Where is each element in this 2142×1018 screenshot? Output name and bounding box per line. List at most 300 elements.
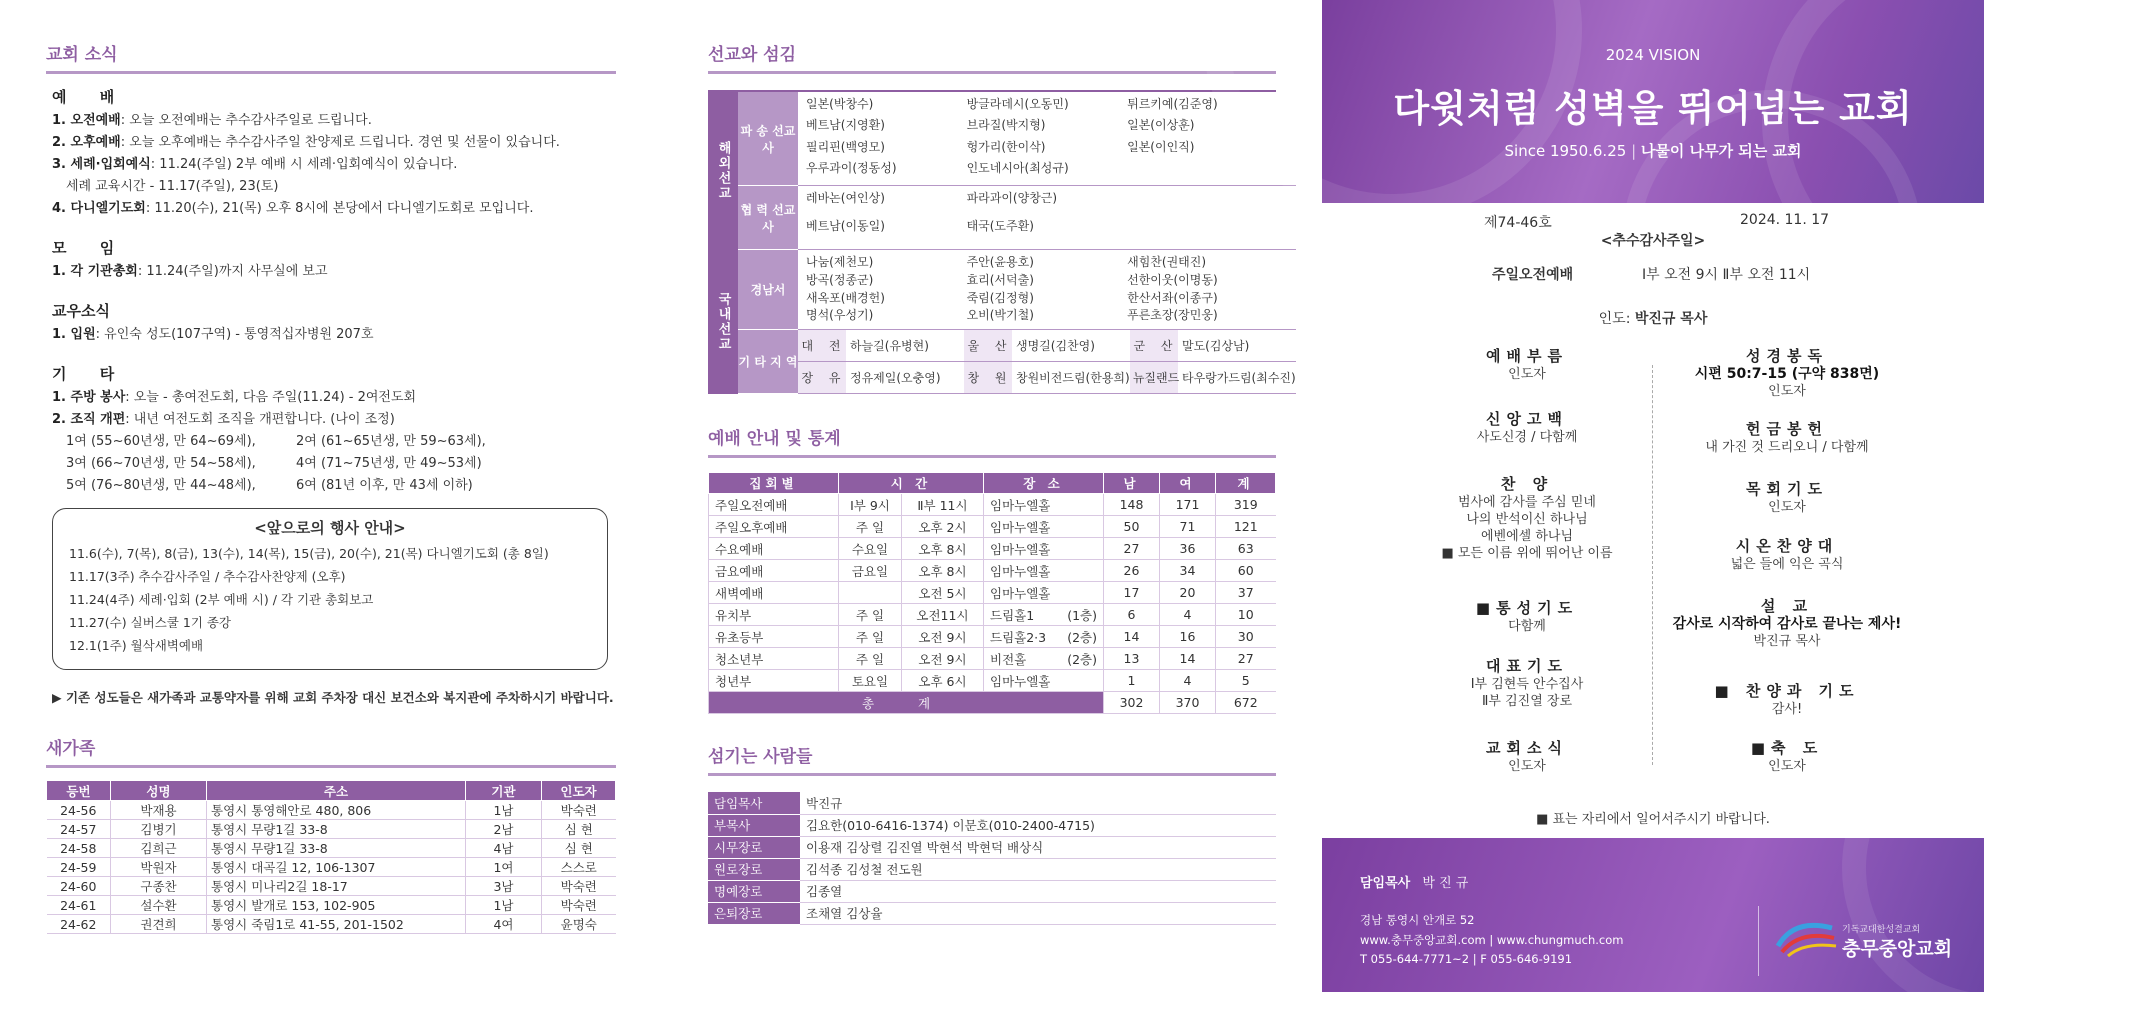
table-cell: 30 [1216, 626, 1276, 648]
table-row [709, 626, 1276, 648]
service-label: 주일오전예배 [1492, 267, 1574, 283]
table-cell: 36 [1160, 538, 1216, 560]
upcoming-events-box [52, 508, 608, 670]
vision-motto: 다윗처럼 성벽을 뛰어넘는 교회 [1393, 87, 1913, 130]
total-female: 370 [1160, 692, 1216, 714]
table-cell: 오전11시 [901, 604, 983, 626]
table-cell: 통영시 무량1길 33-8 [207, 839, 466, 858]
order-item-title: ■ 찬양과 기도 [1714, 682, 1860, 700]
table-row [47, 915, 616, 934]
order-item [1662, 418, 1912, 456]
vision-since: Since 1950.6.25 | 나물이 나무가 되는 교회 [1504, 142, 1802, 160]
order-item-title: 찬 양 [1500, 475, 1554, 493]
mission-cell: 베트남(지영환) [806, 118, 885, 133]
table-cell: 319 [1216, 494, 1276, 516]
table-cell: 김병기 [111, 820, 207, 839]
order-item-title: 예배부름 [1486, 347, 1568, 365]
issue-date: 2024. 11. 17 [1740, 212, 1830, 228]
other-region-row [798, 362, 1296, 394]
event-item: 11.24(4주) 세례·입회 (2부 예배 시) / 각 기관 총회보고 [69, 592, 374, 607]
role-names: 조채열 김상율 [800, 902, 1276, 924]
order-item-title: 헌금봉헌 [1746, 420, 1828, 438]
etc-subtitle: 기 타 [52, 365, 129, 383]
mission-cell: 새힘찬(권태진) [1127, 255, 1207, 269]
table-cell: 통영시 무량1길 33-8 [207, 820, 466, 839]
region-church: 창원비전드림(한용희) [1016, 371, 1130, 385]
order-item-detail: 인도자 [1768, 759, 1806, 774]
partner-list [798, 186, 1296, 250]
worship-item-2: 2. 오후예배: 오늘 오후예배는 추수감사주일 찬양제로 드립니다. 경연 및 선물이 있습니다. [52, 135, 560, 150]
table-row [708, 880, 1276, 902]
table-cell: 20 [1160, 582, 1216, 604]
table-cell: 121 [1216, 516, 1276, 538]
role-names: 박진규 [800, 792, 1276, 814]
order-item-detail: 에벤에셀 하나님 [1480, 529, 1574, 544]
group-row-2: 3여 (66~70년생, 만 54~58세), 4여 (71~75년생, 만 49~53세) [66, 456, 482, 471]
table-cell: 오전 9시 [901, 648, 983, 670]
order-item [1402, 655, 1652, 710]
mission-cell: 베트남(이동일) [806, 218, 885, 233]
mission-cell: 푸른초장(장민웅) [1127, 308, 1218, 323]
mission-cell: 일본(박창수) [806, 97, 874, 111]
table-cell: 임마누엘홀 [984, 670, 1104, 692]
table-cell: 박숙련 [542, 877, 616, 896]
mission-cell: 효리(서덕출) [966, 272, 1034, 287]
role-label: 시무장로 [708, 836, 800, 858]
table-cell: 1남 [466, 896, 542, 915]
table-row [709, 604, 1276, 626]
domestic-label: 국내선교 [708, 250, 738, 394]
table-cell: 윤명숙 [542, 915, 616, 934]
table-cell: 청소년부 [709, 648, 839, 670]
role-label: 은퇴장로 [708, 902, 800, 924]
col-header: 인도자 [542, 781, 616, 801]
mission-cell: 방곡(정종군) [806, 272, 874, 287]
table-cell: 148 [1104, 494, 1160, 516]
event-item: 11.17(3주) 추수감사주일 / 추수감사찬양제 (오후) [69, 569, 346, 584]
table-cell: 6 [1104, 604, 1160, 626]
table-cell: 유치부 [709, 604, 839, 626]
church-footer [1322, 838, 1984, 992]
issue-number: 제74-46호 [1484, 215, 1552, 231]
vision-year: 2024 VISION [1605, 46, 1701, 64]
table-cell: 5 [1216, 670, 1276, 692]
divider [1652, 365, 1653, 765]
table-cell: 2남 [466, 820, 542, 839]
table-cell: 60 [1216, 560, 1276, 582]
order-item-detail: Ⅰ부 김현득 안수집사 [1470, 677, 1584, 692]
mission-cell: 태국(도주환) [966, 218, 1034, 233]
mission-cell: 죽림(김정형) [966, 290, 1034, 305]
table-row [709, 670, 1276, 692]
order-item-detail: 인도자 [1768, 500, 1806, 515]
order-item-detail: 범사에 감사를 주심 믿네 [1458, 495, 1596, 510]
order-item-detail: 감사! [1771, 702, 1803, 717]
order-item-title: 설 교 [1760, 597, 1814, 615]
table-row [709, 516, 1276, 538]
col-header: 계 [1216, 473, 1276, 494]
table-cell: 13 [1104, 648, 1160, 670]
table-cell: 임마누엘홀 [984, 582, 1104, 604]
mission-cell: 튀르키예(김준영) [1127, 97, 1218, 111]
mission-cell [1127, 190, 1288, 218]
mission-cell: 방글라데시(오동민) [966, 97, 1069, 111]
mission-table [708, 90, 1296, 394]
table-cell: 1 [1104, 670, 1160, 692]
region-church: 생명길(김찬영) [1016, 339, 1095, 353]
col-header: 여 [1160, 473, 1216, 494]
stats-table [708, 472, 1276, 714]
table-cell: 오후 8시 [901, 560, 983, 582]
table-cell: 수요예배 [709, 538, 839, 560]
mission-cell: 선한이웃(이명동) [1127, 272, 1218, 287]
table-cell: 24-60 [47, 877, 111, 896]
church-news-column [46, 40, 616, 934]
meeting-item: 1. 각 기관총회: 11.24(주일)까지 사무실에 보고 [52, 264, 328, 279]
table-cell: 14 [1104, 626, 1160, 648]
servants-title: 섬기는 사람들 [708, 742, 1276, 776]
table-row [47, 877, 616, 896]
order-item [1402, 473, 1652, 562]
col-header: 기관 [466, 781, 542, 801]
table-row [709, 648, 1276, 670]
order-item-title: ■축 도 [1750, 739, 1824, 757]
table-cell: 24-58 [47, 839, 111, 858]
table-cell: 비전홀 (2층) [984, 648, 1104, 670]
order-item-detail: 인도자 [1508, 367, 1546, 382]
region-church: 하늘길(유병현) [850, 339, 929, 353]
etc-item-2: 2. 조직 개편: 내년 여전도회 조직을 개편합니다. (나이 조정) [52, 412, 395, 427]
table-cell: 오후 2시 [901, 516, 983, 538]
stats-title: 예배 안내 및 통계 [708, 424, 1276, 458]
table-row [47, 820, 616, 839]
order-item [1662, 478, 1912, 516]
order-item-detail: 인도자 [1768, 384, 1806, 399]
church-name: 충무중앙교회 [1842, 938, 1953, 960]
table-cell: 24-57 [47, 820, 111, 839]
table-cell: 오전 9시 [901, 626, 983, 648]
mission-cell [1127, 218, 1288, 246]
worship-subtitle: 예 배 [52, 88, 129, 106]
table-cell: 통영시 발개로 153, 102-905 [207, 896, 466, 915]
event-item: 11.27(수) 실버스쿨 1기 종강 [69, 615, 232, 630]
table-cell: 24-62 [47, 915, 111, 934]
table-cell: 37 [1216, 582, 1276, 604]
address: 경남 통영시 안개로 52 [1360, 913, 1475, 927]
table-cell: 임마누엘홀 [984, 516, 1104, 538]
total-male: 302 [1104, 692, 1160, 714]
table-cell: 드림홀2·3 (2층) [984, 626, 1104, 648]
table-cell: 171 [1160, 494, 1216, 516]
table-cell: 50 [1104, 516, 1160, 538]
table-cell: 통영시 죽림1로 41-55, 201-1502 [207, 915, 466, 934]
order-item-detail: 감사로 시작하여 감사로 끝나는 제사! [1672, 616, 1902, 632]
order-item [1402, 408, 1652, 446]
table-cell: 34 [1160, 560, 1216, 582]
group-row-3: 5여 (76~80년생, 만 44~48세), 6여 (81년 이후, 만 43세 이하) [66, 478, 473, 493]
gyeongnam-list [798, 250, 1296, 330]
table-cell: 16 [1160, 626, 1216, 648]
table-cell: 주 일 [839, 604, 902, 626]
worship-item-3: 3. 세례·입회예식: 11.24(주일) 2부 예배 시 세례·입회예식이 있습니다. [52, 157, 458, 172]
table-row [708, 836, 1276, 858]
col-header: 장 소 [984, 473, 1104, 494]
event-item: 11.6(수), 7(목), 8(금), 13(수), 14(목), 15(금), 20(수), 21(목) 다니엘기도회 (총 8일) [69, 546, 549, 561]
region-label: 군 산 [1130, 330, 1178, 361]
mission-cell: 브라질(박지형) [966, 118, 1046, 133]
church-logo [1774, 918, 1840, 962]
region-label: 장 유 [798, 362, 846, 393]
table-cell: 청년부 [709, 670, 839, 692]
order-item-detail: 다함께 [1508, 619, 1546, 634]
table-cell: 박숙련 [542, 801, 616, 820]
table-cell: 27 [1104, 538, 1160, 560]
role-names: 이용재 김상렬 김진열 박현석 박현덕 배상식 [800, 836, 1276, 858]
vision-banner [1322, 0, 1984, 203]
stand-note: ■ 표는 자리에서 일어서주시기 바랍니다. [1536, 812, 1770, 827]
members-subtitle: 교우소식 [52, 302, 110, 320]
table-cell: 3남 [466, 877, 542, 896]
region-church: 정유제일(오충영) [850, 371, 941, 385]
table-cell: 주일오전예배 [709, 494, 839, 516]
table-cell: Ⅱ부 11시 [901, 494, 983, 516]
table-cell: 임마누엘홀 [984, 494, 1104, 516]
table-cell: 심 현 [542, 820, 616, 839]
role-names: 김요한(010-6416-1374) 이문호(010-2400-4715) [800, 814, 1276, 836]
mission-cell: 일본(이인직) [1127, 139, 1195, 154]
table-cell: 26 [1104, 560, 1160, 582]
order-item [1662, 737, 1912, 775]
table-cell: 14 [1160, 648, 1216, 670]
order-item-title: 성경봉독 [1746, 347, 1828, 365]
mission-cell: 헝가리(한이삭) [966, 139, 1046, 154]
table-cell: 수요일 [839, 538, 902, 560]
order-item-detail: 나의 반석이신 하나님 [1466, 512, 1588, 527]
stats-total-row [709, 692, 1276, 714]
table-cell: 4 [1160, 670, 1216, 692]
role-label: 명예장로 [708, 880, 800, 902]
church-logo-icon [1774, 918, 1840, 958]
meeting-subtitle: 모 임 [52, 239, 129, 257]
bulletin-cover [1322, 0, 1984, 992]
gyeongnam-label: 경남서 [738, 250, 798, 330]
order-item [1662, 345, 1912, 400]
table-cell: 24-61 [47, 896, 111, 915]
table-cell: 주일오후예배 [709, 516, 839, 538]
total-sum: 672 [1216, 692, 1276, 714]
table-cell: 드림홀1 (1층) [984, 604, 1104, 626]
etc-item-1: 1. 주방 봉사: 오늘 - 총여전도회, 다음 주일(11.24) - 2여전도회 [52, 390, 417, 405]
order-item [1402, 597, 1652, 635]
table-cell: 토요일 [839, 670, 902, 692]
role-label: 원로장로 [708, 858, 800, 880]
table-row [47, 839, 616, 858]
mission-title: 선교와 섬김 [708, 40, 1276, 74]
table-cell: 71 [1160, 516, 1216, 538]
order-item-title: 목회기도 [1746, 480, 1828, 498]
table-cell: 주 일 [839, 626, 902, 648]
total-label: 총 계 [709, 692, 1104, 714]
mission-cell: 명석(우성기) [806, 308, 874, 323]
table-cell: 4남 [466, 839, 542, 858]
order-item-detail: 시편 50:7-15 (구약 838면) [1694, 366, 1880, 382]
table-cell: 주 일 [839, 648, 902, 670]
col-header: 등번 [47, 781, 111, 801]
sunday-name: <추수감사주일> [1600, 233, 1706, 249]
worship-item-1: 1. 오전예배: 오늘 오전예배는 추수감사주일로 드립니다. [52, 113, 372, 128]
members-item: 1. 입원: 유인숙 성도(107구역) - 통영적십자병원 207호 [52, 327, 374, 342]
order-item-detail: 넓은 들에 익은 곡식 [1730, 557, 1844, 572]
new-family-title: 새가족 [46, 734, 616, 768]
col-header: 주소 [207, 781, 466, 801]
table-cell: 1남 [466, 801, 542, 820]
table-row [708, 858, 1276, 880]
table-row [709, 494, 1276, 516]
other-region-row [798, 330, 1296, 362]
worship-item-3-detail: 세례 교육시간 - 11.17(주일), 23(토) [66, 179, 279, 194]
overseas-label: 해외선교 [708, 92, 738, 250]
table-cell: 임마누엘홀 [984, 538, 1104, 560]
table-cell: 24-59 [47, 858, 111, 877]
table-row [709, 538, 1276, 560]
other-region-label: 기 타 지 역 [738, 330, 798, 394]
table-cell: 설수환 [111, 896, 207, 915]
col-header: 성명 [111, 781, 207, 801]
leader-line: 인도: 박진규 목사 [1598, 311, 1708, 327]
worship-item-4: 4. 다니엘기도회: 11.20(수), 21(목) 오후 8시에 본당에서 다니엘기도회로 모입니다. [52, 201, 534, 216]
table-cell: 임마누엘홀 [984, 560, 1104, 582]
order-item [1662, 595, 1912, 650]
table-cell: 박숙련 [542, 896, 616, 915]
table-cell: 구종찬 [111, 877, 207, 896]
order-item-title: 신앙고백 [1486, 410, 1568, 428]
region-label: 대 전 [798, 330, 846, 361]
table-row [708, 902, 1276, 924]
table-cell: 오후 8시 [901, 538, 983, 560]
table-row [709, 582, 1276, 604]
table-cell: 박원자 [111, 858, 207, 877]
table-cell: 통영시 대곡길 12, 106-1307 [207, 858, 466, 877]
other-region-list [798, 330, 1296, 394]
mission-cell: 파라과이(양창근) [966, 191, 1058, 205]
partner-label: 협 력 선교사 [738, 186, 798, 250]
table-cell: 유초등부 [709, 626, 839, 648]
col-header: 집회별 [709, 473, 839, 494]
mission-cell: 우루과이(정동성) [806, 160, 897, 175]
servants-table [708, 792, 1276, 925]
table-cell: 심 현 [542, 839, 616, 858]
order-item [1402, 345, 1652, 383]
parking-notice: ▶ 기존 성도들은 새가족과 교통약자를 위해 교회 주차장 대신 보건소와 복지관에 주차하시기 바랍니다. [52, 690, 614, 705]
mission-cell: 인도네시아(최성규) [966, 160, 1069, 175]
table-cell: 오후 6시 [901, 670, 983, 692]
table-cell: 27 [1216, 648, 1276, 670]
table-cell: 금요예배 [709, 560, 839, 582]
mission-cell: 일본(이상훈) [1127, 118, 1195, 133]
church-news-title: 교회 소식 [46, 40, 616, 74]
table-cell: 오전 5시 [901, 582, 983, 604]
table-cell: 4 [1160, 604, 1216, 626]
order-item-detail: 내 가진 것 드리오니 / 다함께 [1705, 440, 1869, 455]
table-cell: 금요일 [839, 560, 902, 582]
mission-column [708, 40, 1296, 925]
denomination: 기독교대한성결교회 [1842, 925, 1921, 935]
table-cell: 박재용 [111, 801, 207, 820]
pastor-line: 담임목사 박 진 규 [1360, 876, 1469, 891]
table-cell [839, 582, 902, 604]
order-item-detail: 사도신경 / 다함께 [1476, 430, 1578, 445]
dispatched-label: 파 송 선교사 [738, 92, 798, 186]
order-item [1662, 680, 1912, 718]
table-row [47, 801, 616, 820]
order-item-detail: 박진규 목사 [1753, 634, 1821, 649]
mission-cell: 새옥포(배경헌) [806, 290, 885, 305]
role-label: 담임목사 [708, 792, 800, 814]
region-label: 창 원 [964, 362, 1012, 393]
col-header: 남 [1104, 473, 1160, 494]
order-item-title: 대표기도 [1486, 657, 1568, 675]
table-cell: 24-56 [47, 801, 111, 820]
col-header: 시 간 [839, 473, 984, 494]
order-item [1662, 535, 1912, 573]
order-item-title: 시온찬양대 [1735, 537, 1839, 555]
role-label: 부목사 [708, 814, 800, 836]
order-item-detail: ■ 모든 이름 위에 뛰어난 이름 [1441, 546, 1613, 561]
mission-cell: 나눔(제천모) [806, 255, 874, 269]
order-item-detail: Ⅱ부 김진열 장로 [1481, 694, 1572, 709]
table-cell: 통영시 통영해안로 480, 806 [207, 801, 466, 820]
table-cell: 김희근 [111, 839, 207, 858]
mission-cell: 주안(윤용호) [966, 255, 1034, 269]
order-item [1402, 737, 1652, 775]
region-label: 울 산 [964, 330, 1012, 361]
table-cell: 통영시 미나리2길 18-17 [207, 877, 466, 896]
table-cell: 63 [1216, 538, 1276, 560]
region-label: 뉴질랜드 [1130, 362, 1178, 393]
order-item-title: 교회소식 [1486, 739, 1568, 757]
table-cell: 스스로 [542, 858, 616, 877]
service-times: Ⅰ부 오전 9시 Ⅱ부 오전 11시 [1642, 267, 1811, 283]
mission-cell: 레바논(여인상) [806, 191, 885, 205]
table-row [709, 560, 1276, 582]
table-cell: 새벽예배 [709, 582, 839, 604]
table-row [47, 896, 616, 915]
footer-divider [1758, 906, 1759, 976]
group-row-1: 1여 (55~60년생, 만 64~69세), 2여 (61~65년생, 만 59~63세), [66, 434, 486, 449]
table-cell: 17 [1104, 582, 1160, 604]
table-cell: 권견희 [111, 915, 207, 934]
table-row [47, 858, 616, 877]
table-row [708, 814, 1276, 836]
role-names: 김석종 김성철 전도원 [800, 858, 1276, 880]
table-cell: 4여 [466, 915, 542, 934]
table-cell: 10 [1216, 604, 1276, 626]
order-item-detail: 인도자 [1508, 759, 1546, 774]
role-names: 김종열 [800, 880, 1276, 902]
table-row [708, 792, 1276, 814]
events-title: <앞으로의 행사 안내> [254, 519, 406, 537]
mission-cell: 필리핀(백영모) [806, 139, 885, 154]
table-cell: Ⅰ부 9시 [839, 494, 902, 516]
region-church: 말도(김상남) [1182, 339, 1250, 353]
order-item-title: ■통성기도 [1475, 599, 1579, 617]
event-item: 12.1(1주) 월삭새벽예배 [69, 638, 204, 653]
new-family-table [46, 780, 616, 934]
mission-cell: 오비(박기철) [966, 308, 1034, 323]
region-church: 타우랑가드림(최수진) [1182, 371, 1296, 385]
phone: T 055-644-7771~2 | F 055-646-9191 [1360, 952, 1573, 966]
table-cell: 1여 [466, 858, 542, 877]
